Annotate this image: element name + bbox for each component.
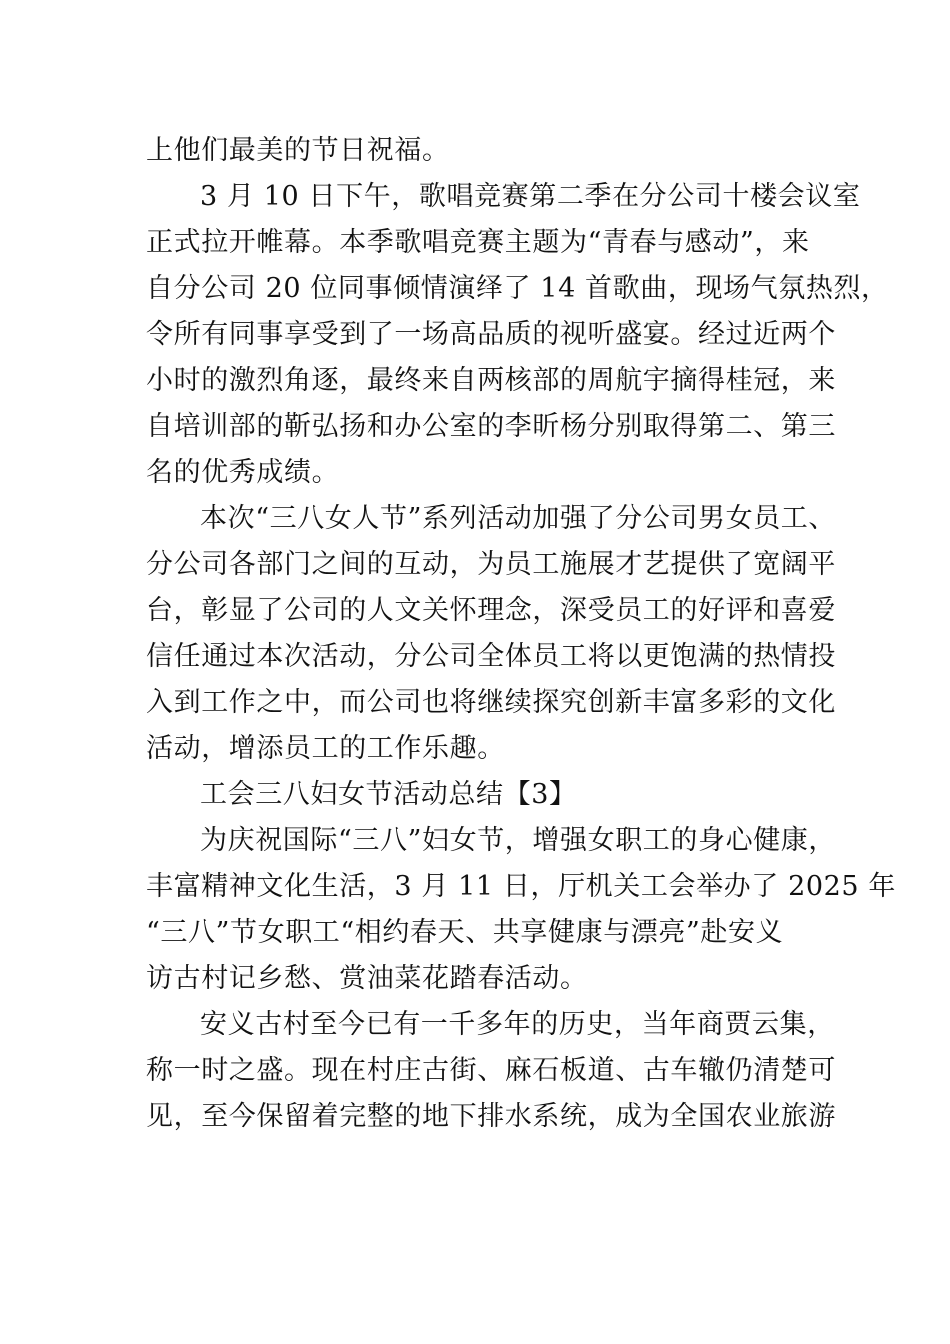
text-line: 上他们最美的节日祝福。 xyxy=(146,135,450,166)
text-line: 台，彰显了公司的人文关怀理念，深受员工的好评和喜爱 xyxy=(146,595,836,626)
text-line: 活动，增添员工的工作乐趣。 xyxy=(146,733,505,764)
text-line: 自培训部的靳弘扬和办公室的李昕杨分别取得第二、第三 xyxy=(146,411,836,442)
section-heading: 工会三八妇女节活动总结【3】 xyxy=(200,779,577,810)
text-line: 称一时之盛。现在村庄古街、麻石板道、古车辙仍清楚可 xyxy=(146,1055,836,1086)
text-line: “三八”节女职工“相约春天、共享健康与漂亮”赴安义 xyxy=(146,917,784,948)
text-line: 丰富精神文化生活，3 月 11 日，厅机关工会举办了 2025 年 xyxy=(146,871,896,902)
text-line: 正式拉开帷幕。本季歌唱竞赛主题为“青春与感动”，来 xyxy=(146,227,810,258)
paragraph-start-line: 本次“三八女人节”系列活动加强了分公司男女员工、 xyxy=(200,503,837,534)
text-line: 信任通过本次活动，分公司全体员工将以更饱满的热情投 xyxy=(146,641,836,672)
paragraph-start-line: 为庆祝国际“三八”妇女节，增强女职工的身心健康， xyxy=(200,825,837,856)
document-body xyxy=(146,128,896,1140)
text-line: 小时的激烈角逐，最终来自两核部的周航宇摘得桂冠，来 xyxy=(146,365,836,396)
paragraph-start-line: 安义古村至今已有一千多年的历史，当年商贾云集， xyxy=(200,1009,835,1040)
paragraph-start-line: 3 月 10 日下午，歌唱竞赛第二季在分公司十楼会议室 xyxy=(200,181,861,212)
text-line: 令所有同事享受到了一场高品质的视听盛宴。经过近两个 xyxy=(146,319,836,350)
text-line: 访古村记乡愁、赏油菜花踏春活动。 xyxy=(146,963,588,994)
text-line: 入到工作之中，而公司也将继续探究创新丰富多彩的文化 xyxy=(146,687,836,718)
text-line: 分公司各部门之间的互动，为员工施展才艺提供了宽阔平 xyxy=(146,549,836,580)
text-line: 名的优秀成绩。 xyxy=(146,457,340,488)
text-line: 自分公司 20 位同事倾情演绎了 14 首歌曲，现场气氛热烈， xyxy=(146,273,889,304)
text-line: 见，至今保留着完整的地下排水系统，成为全国农业旅游 xyxy=(146,1101,836,1132)
